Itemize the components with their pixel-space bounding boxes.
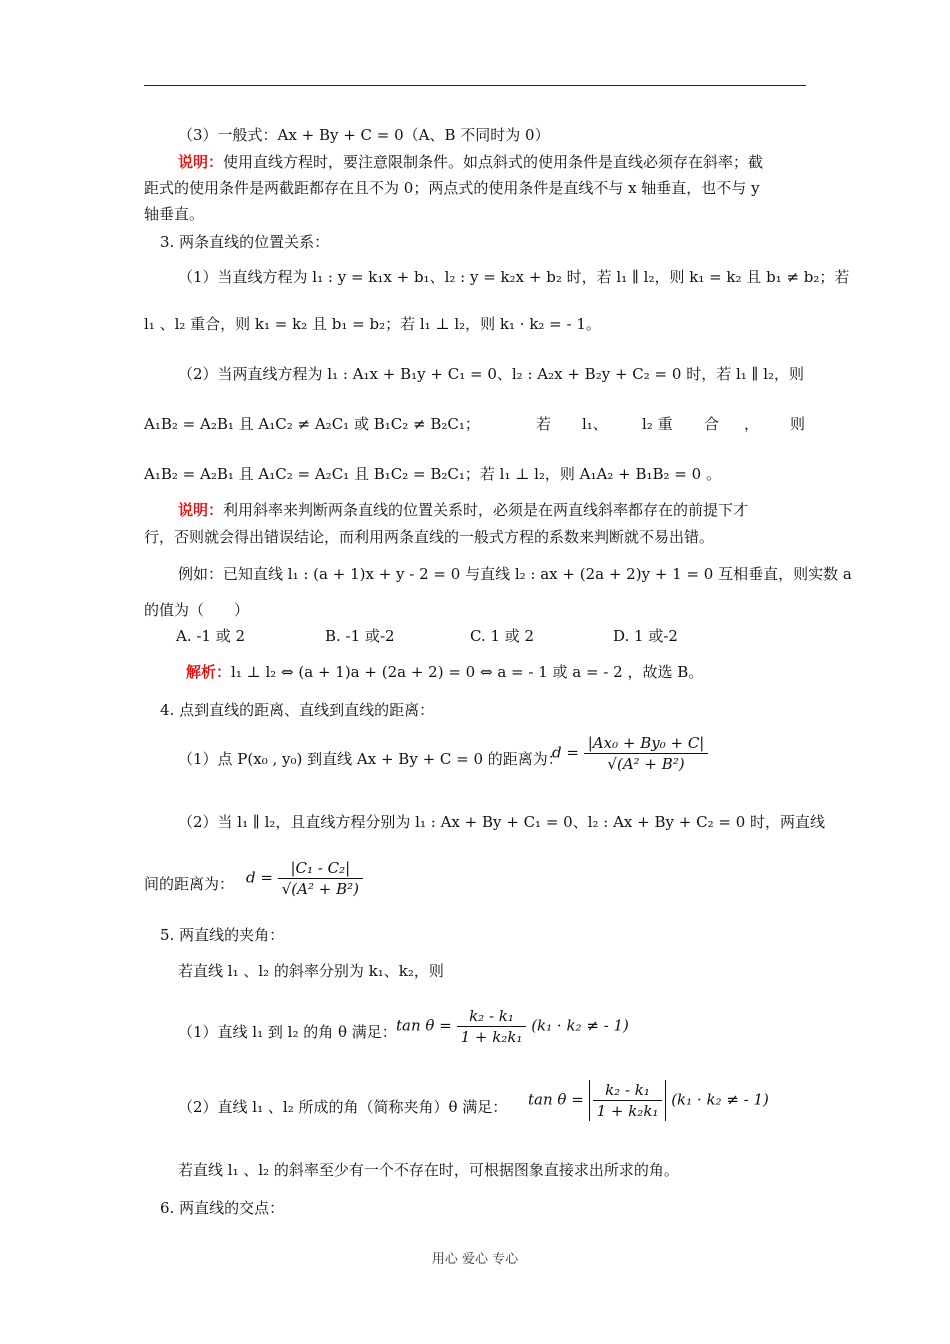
general-form-line: （3）一般式：Ax + By + C = 0（A、B 不同时为 0） xyxy=(178,126,550,144)
fraction-numerator: k₂ - k₁ xyxy=(593,1080,663,1101)
formula-fraction xyxy=(593,1080,663,1121)
page-footer: 用心 爱心 专心 xyxy=(431,1252,519,1267)
no-slope-line: 若直线 l₁ 、l₂ 的斜率至少有一个不存在时，可根据图象直接求出所求的角。 xyxy=(178,1161,679,1179)
solution-text: l₁ ⊥ l₂ ⇔ (a + 1)a + (2a + 2) = 0 ⇔ a = - 1 或 a = - 2 ，故选 B。 xyxy=(231,663,704,681)
point-distance-formula xyxy=(552,733,712,774)
option-d: D. 1 或-2 xyxy=(613,627,678,645)
absolute-value xyxy=(589,1080,667,1121)
fraction-numerator: k₂ - k₁ xyxy=(457,1006,527,1027)
general-relation-line: （2）当两直线方程为 l₁ : A₁x + B₁y + C₁ = 0、l₂ : A₂x + B₂y + C₂ = 0 时，若 l₁ ∥ l₂，则 xyxy=(178,365,805,383)
formula-lhs: tan θ = xyxy=(396,1016,452,1035)
point-distance-line: （1）点 P(x₀ , y₀) 到直线 Ax + By + C = 0 的距离为： xyxy=(178,750,563,768)
word-if: 若 xyxy=(536,415,552,433)
slopes-line: 若直线 l₁ 、l₂ 的斜率分别为 k₁、k₂，则 xyxy=(178,962,444,980)
line-distance-line: （2）当 l₁ ∥ l₂，且直线方程分别为 l₁ : Ax + By + C₁ = 0、l₂ : Ax + By + C₂ = 0 时，两直线 xyxy=(178,813,826,831)
word-comma: ， xyxy=(744,415,760,433)
slope-form-line-2: l₁ 、l₂ 重合，则 k₁ = k₂ 且 b₁ = b₂；若 l₁ ⊥ l₂，则 k₁ · k₂ = - 1。 xyxy=(144,315,601,333)
line-distance-formula xyxy=(246,858,366,899)
word-then: 则 xyxy=(790,415,806,433)
formula-lhs: d = xyxy=(552,743,579,762)
formula-fraction xyxy=(457,1006,527,1047)
fraction-denominator: √(A² + B²) xyxy=(281,880,359,898)
slope-form-line: （1）当直线方程为 l₁ : y = k₁x + b₁、l₂ : y = k₂x + b₂ 时，若 l₁ ∥ l₂，则 k₁ = k₂ 且 b₁ ≠ b₂；若 xyxy=(178,268,850,286)
note-2-line xyxy=(178,500,842,520)
word-l1: l₁、 xyxy=(582,415,608,433)
parallel-condition-line xyxy=(144,414,808,434)
note-1-line-2: 距式的使用条件是两截距都存在且不为 0；两点式的使用条件是直线不与 x 轴垂直，也不与 y xyxy=(144,179,760,197)
note-2-line-2: 行，否则就会得出错误结论，而利用两条直线的一般式方程的系数来判断就不易出错。 xyxy=(144,528,715,546)
example-question: 的值为（ ） xyxy=(144,601,250,619)
included-angle-line: （2）直线 l₁ 、l₂ 所成的角（简称夹角）θ 满足： xyxy=(178,1098,508,1116)
section-4-heading: 4. 点到直线的距离、直线到直线的距离： xyxy=(160,701,435,719)
note-label: 说明： xyxy=(178,153,224,171)
line-distance-label: 间的距离为： xyxy=(144,875,235,893)
section-3-heading: 3. 两条直线的位置关系： xyxy=(160,233,330,251)
fraction-denominator: 1 + k₂k₁ xyxy=(596,1102,659,1120)
example-line: 例如：已知直线 l₁ : (a + 1)x + y - 2 = 0 与直线 l₂ : ax + (2a + 2)y + 1 = 0 互相垂直，则实数 a xyxy=(178,565,852,583)
option-a: A. -1 或 2 xyxy=(176,627,246,645)
note-text: 使用直线方程时，要注意限制条件。如点斜式的使用条件是直线必须存在斜率；截 xyxy=(223,153,764,171)
formula-fraction xyxy=(278,858,363,899)
formula-lhs: tan θ = xyxy=(528,1090,584,1109)
formula-condition: (k₁ · k₂ ≠ - 1) xyxy=(671,1090,769,1109)
solution-line xyxy=(186,662,850,682)
formula-fraction xyxy=(584,733,709,774)
note-1-line-3: 轴垂直。 xyxy=(144,205,205,223)
parallel-condition: A₁B₂ = A₂B₁ 且 A₁C₂ ≠ A₂C₁ 或 B₁C₂ ≠ B₂C₁； xyxy=(144,415,480,433)
fraction-denominator: 1 + k₂k₁ xyxy=(460,1028,523,1046)
fraction-numerator: |Ax₀ + By₀ + C| xyxy=(584,733,709,754)
included-angle-formula xyxy=(528,1080,778,1121)
note-1-line xyxy=(178,152,842,172)
fraction-numerator: |C₁ - C₂| xyxy=(278,858,363,879)
header-rule xyxy=(144,85,806,86)
note-2-label: 说明： xyxy=(178,501,224,519)
angle-to-line: （1）直线 l₁ 到 l₂ 的角 θ 满足： xyxy=(178,1023,397,1041)
note-2-text: 利用斜率来判断两条直线的位置关系时，必须是在两直线斜率都存在的前提下才 xyxy=(223,501,749,519)
section-5-heading: 5. 两直线的夹角： xyxy=(160,926,285,944)
option-c: C. 1 或 2 xyxy=(470,627,535,645)
fraction-denominator: √(A² + B²) xyxy=(607,755,685,773)
word-l2-coincide: l₂ 重 xyxy=(642,415,673,433)
formula-condition: (k₁ · k₂ ≠ - 1) xyxy=(531,1016,629,1035)
formula-lhs: d = xyxy=(246,868,273,887)
angle-to-formula xyxy=(396,1006,636,1047)
word-coincide: 合 xyxy=(704,415,720,433)
coincide-condition-line: A₁B₂ = A₂B₁ 且 A₁C₂ = A₂C₁ 且 B₁C₂ = B₂C₁；若 l₁ ⊥ l₂，则 A₁A₂ + B₁B₂ = 0 。 xyxy=(144,465,721,483)
section-6-heading: 6. 两直线的交点： xyxy=(160,1199,285,1217)
option-b: B. -1 或-2 xyxy=(325,627,395,645)
solution-label: 解析： xyxy=(186,663,232,681)
